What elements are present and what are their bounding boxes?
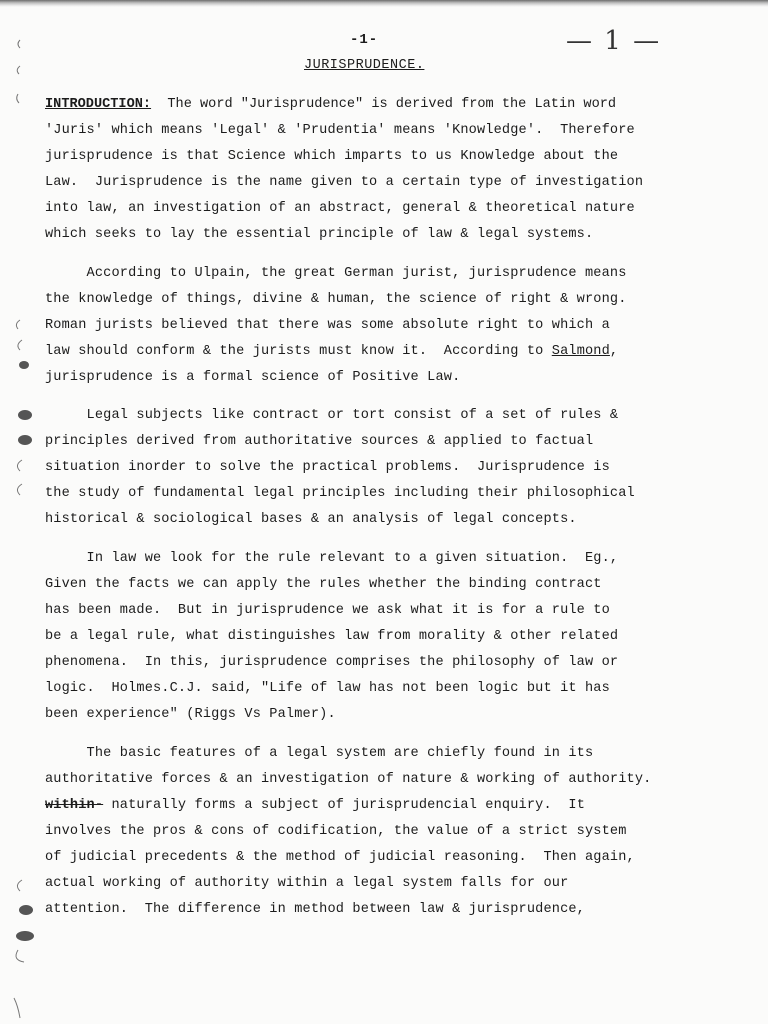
paragraph-5-line-7: attention. The difference in method between law & jurisprudence, [45,902,585,917]
paragraph-4-line-1: In law we look for the rule relevant to a given situation. Eg., [45,551,619,566]
paragraph-2-line-5: jurisprudence is a formal science of Positive Law. [45,370,461,385]
paragraph-4-line-5: phenomena. In this, jurisprudence comprises the philosophy of law or [45,655,619,670]
paragraph-5-line-2: authoritative forces & an investigation of nature & working of authority. [45,772,652,787]
page-title: JURISPRUDENCE. [304,58,425,73]
struck-word: within- [45,798,104,813]
page-number: -1- [350,32,379,48]
paragraph-1-line-1 [45,96,616,114]
paragraph-2-line-2: the knowledge of things, divine & human, the science of right & wrong. [45,292,627,307]
paragraph-1-line-2: 'Juris' which means 'Legal' & 'Prudentia' means 'Knowledge'. Therefore [45,123,635,138]
paragraph-2-line-1: According to Ulpain, the great German jurist, jurisprudence means [45,266,627,281]
paragraph-4-line-3: has been made. But in jurisprudence we ask what it is for a rule to [45,603,610,618]
paragraph-3-line-5: historical & sociological bases & an analysis of legal concepts. [45,512,577,527]
paragraph-1-line-6: which seeks to lay the essential principle of law & legal systems. [45,227,594,242]
paragraph-5-line-6: actual working of authority within a legal system falls for our [45,876,569,891]
paragraph-5-line-3 [45,797,585,815]
paragraph-3-line-3: situation inorder to solve the practical problems. Jurisprudence is [45,460,610,475]
scan-top-edge [0,0,768,7]
comma: , [609,344,619,359]
line-text: naturally forms a subject of jurisprudencial enquiry. It [103,798,585,813]
paragraph-2-line-3: Roman jurists believed that there was some absolute right to which a [45,318,610,333]
paragraph-5-line-5: of judicial precedents & the method of judicial reasoning. Then again, [45,850,635,865]
salmond-name: Salmond [551,344,610,359]
handwritten-page-number: — 1 — [566,26,662,56]
paragraph-4-line-6: logic. Holmes.C.J. said, "Life of law has not been logic but it has [45,681,610,696]
paragraph-4-line-4: be a legal rule, what distinguishes law from morality & other related [45,629,619,644]
paragraph-5-line-4: involves the pros & cons of codification, the value of a strict system [45,824,627,839]
paragraph-1-line-3: jurisprudence is that Science which imparts to us Knowledge about the [45,149,619,164]
paragraph-1-line-4: Law. Jurisprudence is the name given to a certain type of investigation [45,175,644,190]
binding-marks [0,0,40,1024]
paragraph-2-line-4 [45,343,618,361]
intro-heading: INTRODUCTION: [45,97,152,112]
paragraph-4-line-7: been experience" (Riggs Vs Palmer). [45,707,336,722]
line-text: law should conform & the jurists must know it. According to [45,344,552,359]
paragraph-3-line-2: principles derived from authoritative sources & applied to factual [45,434,594,449]
paragraph-4-line-2: Given the facts we can apply the rules whether the binding contract [45,577,602,592]
paragraph-5-line-1: The basic features of a legal system are chiefly found in its [45,746,594,761]
line-text: The word "Jurisprudence" is derived from the Latin word [167,97,617,112]
paragraph-3-line-4: the study of fundamental legal principles including their philosophical [45,486,635,501]
paragraph-1-line-5: into law, an investigation of an abstract, general & theoretical nature [45,201,635,216]
paragraph-3-line-1: Legal subjects like contract or tort consist of a set of rules & [45,408,619,423]
